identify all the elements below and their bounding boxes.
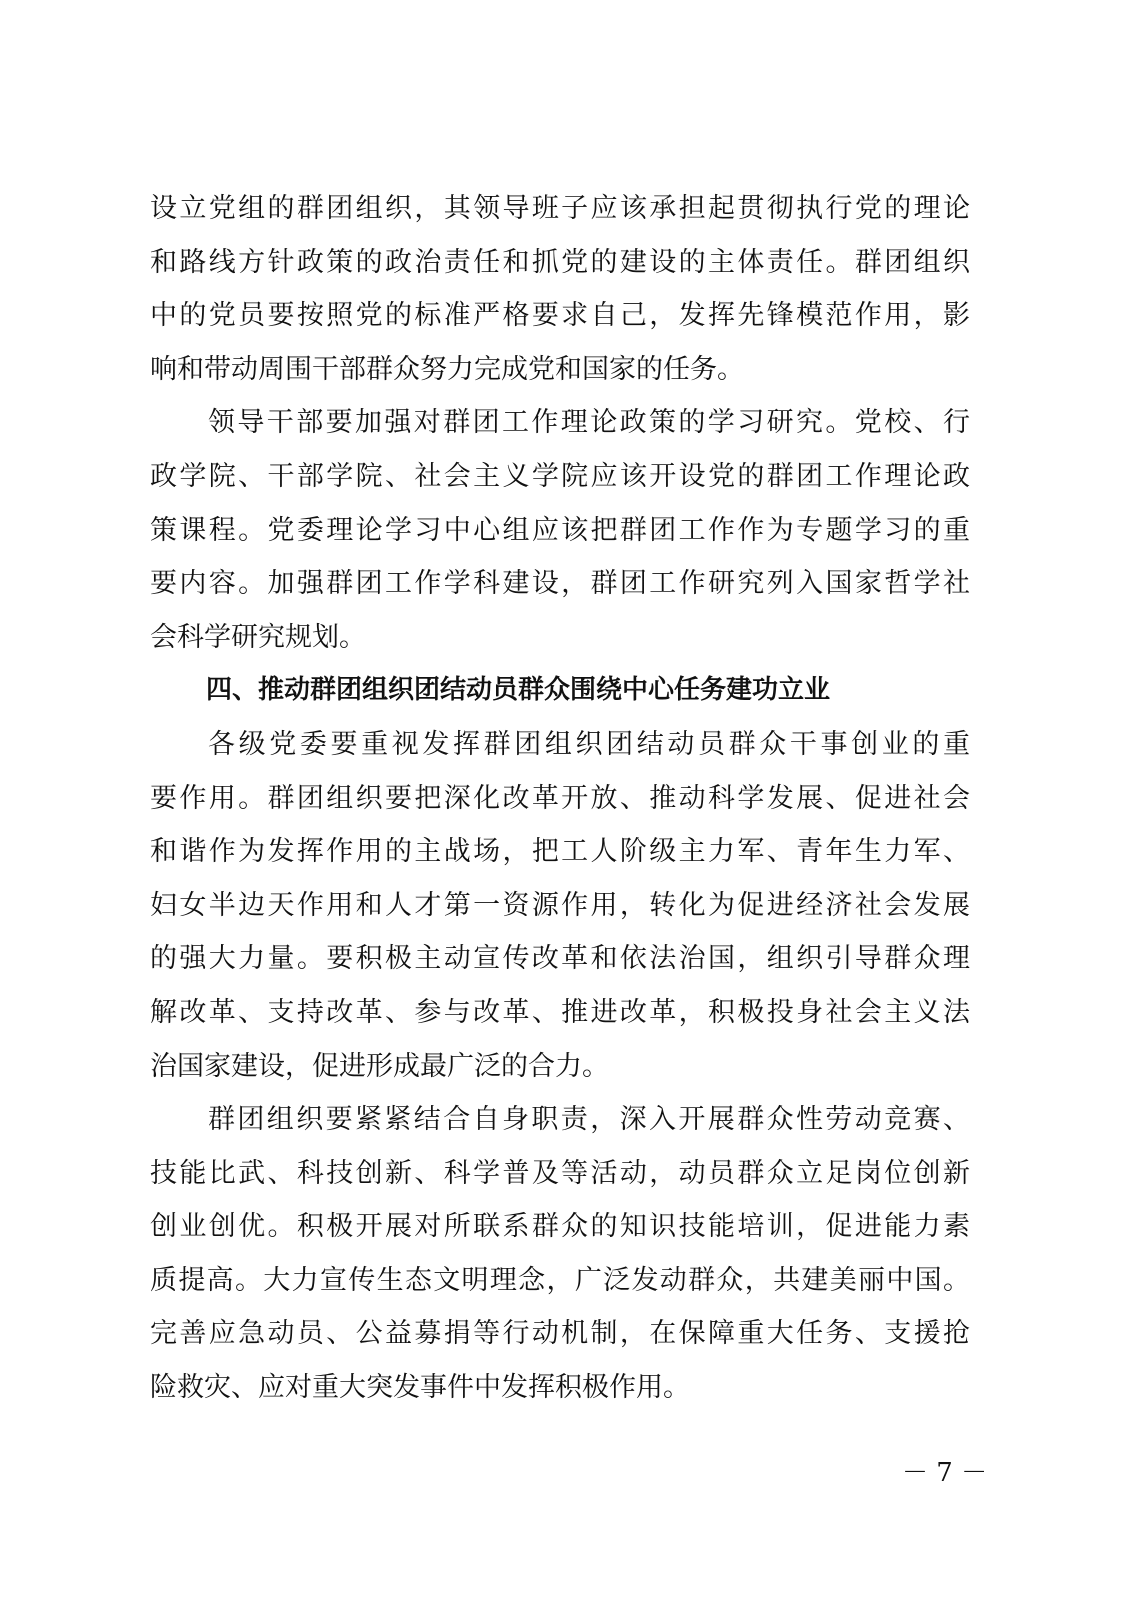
- page-number: － 7 －: [902, 1458, 988, 1488]
- text-line: 完善应急动员、公益募捐等行动机制，在保障重大任务、支援抢: [150, 1318, 970, 1350]
- document-body: [150, 182, 970, 1415]
- text-line: 中的党员要按照党的标准严格要求自己，发挥先锋模范作用，影: [150, 300, 970, 332]
- text-line: 会科学研究规划。: [150, 621, 366, 653]
- text-line: 设立党组的群团组织，其领导班子应该承担起贯彻执行党的理论: [150, 193, 970, 224]
- text-line: 各级党委要重视发挥群团组织团结动员群众干事创业的重: [208, 728, 970, 760]
- text-line: 响和带动周围干部群众努力完成党和国家的任务。: [150, 353, 744, 385]
- text-line: 的强大力量。要积极主动宣传改革和依法治国，组织引导群众理: [150, 943, 970, 975]
- text-line: 要作用。群团组织要把深化改革开放、推动科学发展、促进社会: [150, 782, 970, 814]
- text-line: 治国家建设，促进形成最广泛的合力。: [150, 1050, 609, 1082]
- text-line: 和谐作为发挥作用的主战场，把工人阶级主力军、青年生力军、: [150, 836, 970, 868]
- text-line: 解改革、支持改革、参与改革、推进改革，积极投身社会主义法: [150, 996, 970, 1028]
- text-line: 领导干部要加强对群团工作理论政策的学习研究。党校、行: [208, 407, 970, 439]
- section-heading: 四、推动群团组织团结动员群众围绕中心任务建功立业: [206, 675, 831, 706]
- text-line: 群团组织要紧紧结合自身职责，深入开展群众性劳动竞赛、: [208, 1104, 970, 1136]
- text-line: 妇女半边天作用和人才第一资源作用，转化为促进经济社会发展: [150, 889, 970, 921]
- text-line: 和路线方针政策的政治责任和抓党的建设的主体责任。群团组织: [150, 246, 970, 278]
- text-line: 技能比武、科技创新、科学普及等活动，动员群众立足岗位创新: [150, 1157, 970, 1189]
- text-line: 策课程。党委理论学习中心组应该把群团工作作为专题学习的重: [150, 514, 970, 546]
- text-line: 创业创优。积极开展对所联系群众的知识技能培训，促进能力素: [150, 1211, 970, 1243]
- text-line: 要内容。加强群团工作学科建设，群团工作研究列入国家哲学社: [150, 568, 970, 600]
- text-line: 险救灾、应对重大突发事件中发挥积极作用。: [150, 1372, 690, 1404]
- text-line: 质提高。大力宣传生态文明理念，广泛发动群众，共建美丽中国。: [150, 1264, 970, 1296]
- text-line: 政学院、干部学院、社会主义学院应该开设党的群团工作理论政: [150, 460, 970, 492]
